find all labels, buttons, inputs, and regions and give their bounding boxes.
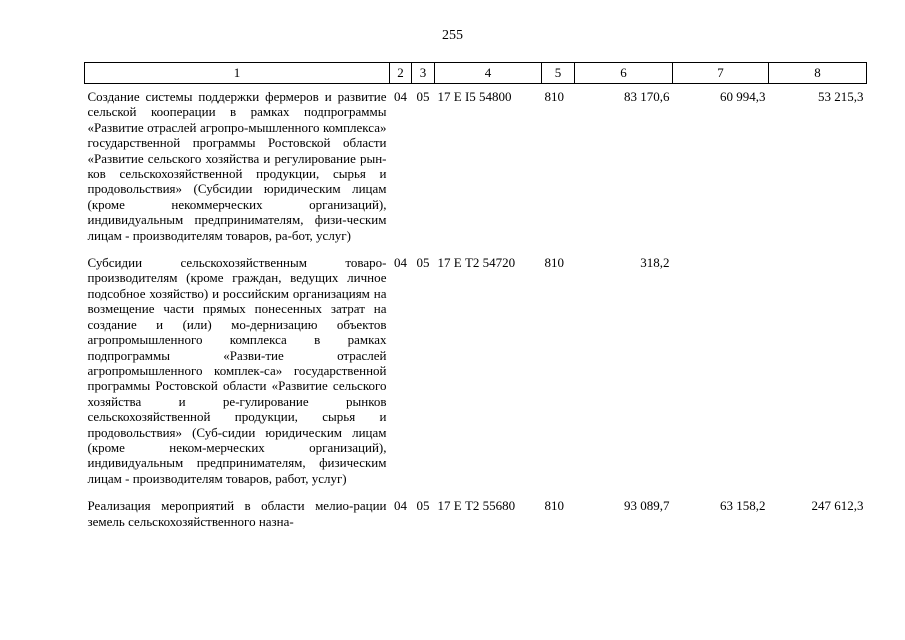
column-header-1: 1 (85, 63, 390, 84)
table-row (85, 84, 867, 251)
target-article-code: 17 Е I5 54800 (437, 89, 512, 104)
section-code: 04 (394, 255, 407, 271)
page-number: 255 (442, 28, 463, 43)
amount-col-7 (673, 250, 769, 493)
column-header-2: 2 (390, 63, 412, 84)
amount-col-8: 53 215,3 (818, 89, 864, 104)
expense-type-code: 810 (544, 498, 564, 514)
section-code: 04 (394, 498, 407, 514)
row-description: Реализация мероприятий в области мелио-рации земель сельскохозяйственного назна- (87, 498, 387, 529)
subsection-code: 05 (416, 498, 430, 514)
column-header-3: 3 (412, 63, 435, 84)
expense-type-code: 810 (544, 255, 564, 271)
expense-type-code: 810 (544, 89, 564, 104)
subsection-code: 05 (416, 89, 430, 104)
amount-col-8: 247 612,3 (811, 498, 864, 514)
amount-col-6: 93 089,7 (624, 498, 670, 514)
amount-col-8 (769, 250, 867, 493)
table-row (85, 250, 867, 493)
section-code: 04 (394, 89, 407, 104)
column-header-5: 5 (542, 63, 575, 84)
target-article-code: 17 Е Т2 55680 (437, 498, 516, 514)
row-description: Создание системы поддержки фермеров и развитие сельской кооперации в рамках подпрограммы «Развитие отраслей агропро-мышленного комплекса» государственной программы Ростовской области «Развитие сельского хозяйства и регулирование рын-ков сельскохозяйственной продукции, сырья и продовольствия» (Субсидии юридическим лицам (кроме некоммерческих организаций), индивидуальным предпринимателям, физи-ческим лицам - производителям товаров, ра-бот, услуг) (87, 89, 387, 243)
amount-col-7: 60 994,3 (720, 89, 766, 104)
budget-table (84, 62, 867, 536)
amount-col-6: 318,2 (640, 255, 670, 271)
table-row (85, 493, 867, 536)
column-header-6: 6 (575, 63, 673, 84)
column-header-4: 4 (435, 63, 542, 84)
subsection-code: 05 (416, 255, 430, 271)
column-header-7: 7 (673, 63, 769, 84)
table-header-row (85, 63, 867, 84)
amount-col-6: 83 170,6 (624, 89, 670, 104)
amount-col-7: 63 158,2 (720, 498, 766, 514)
column-header-8: 8 (769, 63, 867, 84)
row-description: Субсидии сельскохозяйственным товаро-производителям (кроме граждан, ведущих личное подсобное хозяйство) и российским организациям на возмещение части прямых понесенных затрат на создание и (или) мо-дернизацию объектов агропромышленного комплекса в рамках подпрограммы «Разви-тие отраслей агропромышленного комплек-са» государственной программы Ростовской области «Развитие сельского хозяйства и ре-гулирование рынков сельскохозяйственной продукции, сырья и продовольствия» (Суб-сидии юридическим лицам (кроме неком-мерческих организаций), индивидуальным предпринимателям, физическим лицам - производителям товаров, работ, услуг) (87, 255, 387, 486)
target-article-code: 17 Е Т2 54720 (437, 255, 516, 271)
